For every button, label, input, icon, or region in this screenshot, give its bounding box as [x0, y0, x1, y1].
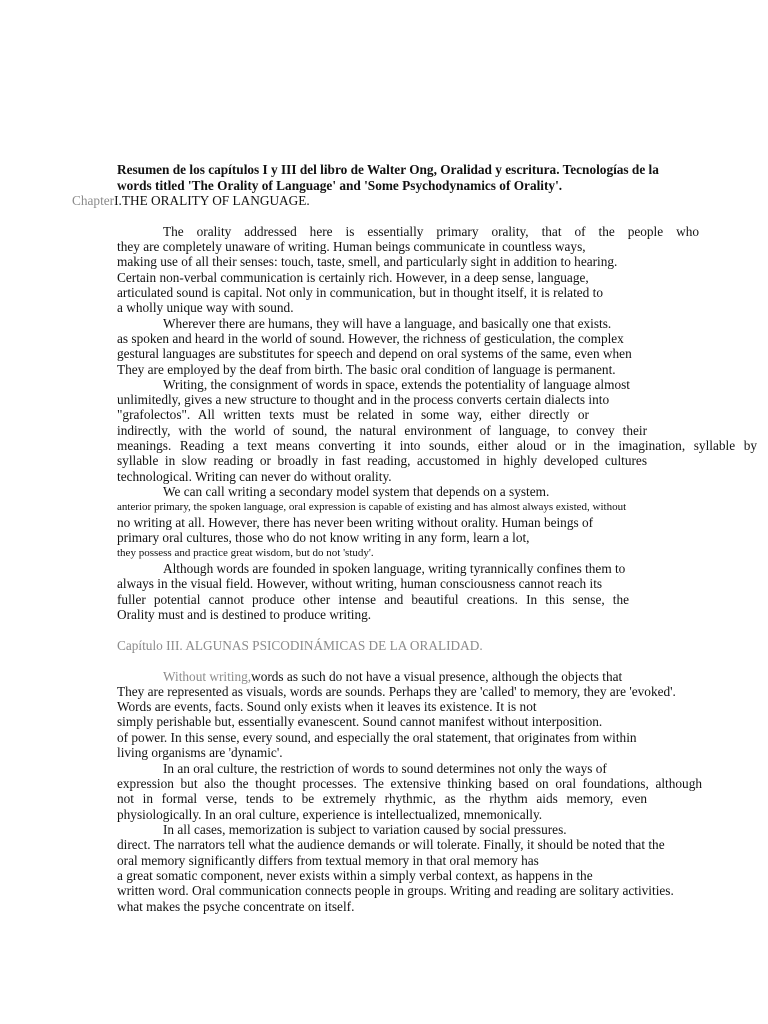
text-line: a great somatic component, never exists within a simply verbal context, as happens in the	[117, 868, 593, 883]
text-line: of power. In this sense, every sound, and especially the oral statement, that originates from within	[117, 730, 637, 745]
text-line: not in formal verse, tends to be extremely rhythmic, as the rhythm aids memory, even	[117, 791, 647, 806]
chapter-1-title: I.THE ORALITY OF LANGUAGE.	[114, 193, 310, 208]
text-line: They are employed by the deaf from birth. The basic oral condition of language is permanent.	[117, 362, 616, 377]
text-line: oral memory significantly differs from textual memory in that oral memory has	[117, 853, 539, 868]
text-line: what makes the psyche concentrate on itself.	[117, 899, 355, 914]
title-line-1: Resumen de los capítulos I y III del libro de Walter Ong, Oralidad y escritura. Tecnologías de la	[117, 162, 659, 177]
text-line: The orality addressed here is essentially primary orality, that of the people who	[163, 224, 699, 239]
text-line: "grafolectos". All written texts must be related in some way, either directly or	[117, 407, 589, 422]
chapter-prefix: Chapter	[72, 193, 115, 208]
chapter-3-lead: Without writing,	[163, 669, 252, 684]
text-line: Words are events, facts. Sound only exists when it leaves its existence. It is not	[117, 699, 537, 714]
text-line: unlimitedly, gives a new structure to thought and in the process converts certain dialects into	[117, 392, 610, 407]
title-line-2: words titled 'The Orality of Language' and 'Some Psychodynamics of Orality'.	[117, 178, 563, 193]
text-line: primary oral cultures, those who do not know writing in any form, learn a lot,	[117, 530, 530, 545]
text-line: indirectly, with the world of sound, the natural environment of language, to convey their	[117, 423, 647, 438]
text-line: technological. Writing can never do without orality.	[117, 469, 392, 484]
text-line: syllable in slow reading or broadly in fast reading, accustomed in highly developed cultures	[117, 453, 647, 468]
text-line: living organisms are 'dynamic'.	[117, 745, 283, 760]
text-line: We can call writing a secondary model system that depends on a system.	[163, 484, 550, 499]
chapter-3-lead-rest: words as such do not have a visual presence, although the objects that	[251, 669, 623, 684]
chapter-1-heading	[72, 193, 654, 208]
text-line: meanings. Reading a text means converting it into sounds, either aloud or in the imagination, syllable by	[117, 438, 757, 453]
text-line: simply perishable but, essentially evanescent. Sound cannot manifest without interposition.	[117, 714, 603, 729]
text-line: as spoken and heard in the world of sound. However, the richness of gesticulation, the complex	[117, 331, 624, 346]
text-line: physiologically. In an oral culture, experience is intellectualized, mnemonically.	[117, 807, 543, 822]
text-line: gestural languages are substitutes for speech and depend on oral systems of the same, even when	[117, 346, 632, 361]
text-line: They are represented as visuals, words are sounds. Perhaps they are 'called' to memory, they are 'evoked'.	[117, 684, 676, 699]
text-line: direct. The narrators tell what the audience demands or will tolerate. Finally, it should be noted that the	[117, 837, 665, 852]
text-line: Certain non-verbal communication is certainly rich. However, in a deep sense, language,	[117, 270, 589, 285]
text-line: always in the visual field. However, without writing, human consciousness cannot reach its	[117, 576, 603, 591]
text-line: Although words are founded in spoken language, writing tyrannically confines them to	[163, 561, 626, 576]
text-line: anterior primary, the spoken language, oral expression is capable of existing and has almost always existed, without	[117, 501, 627, 513]
text-line: Orality must and is destined to produce writing.	[117, 607, 372, 622]
text-line: written word. Oral communication connects people in groups. Writing and reading are solitary activities.	[117, 883, 674, 898]
text-line: In all cases, memorization is subject to variation caused by social pressures.	[163, 822, 567, 837]
text-line: making use of all their senses: touch, taste, smell, and particularly sight in addition to hearing.	[117, 254, 618, 269]
text-line: no writing at all. However, there has never been writing without orality. Human beings of	[117, 515, 594, 530]
text-line: they possess and practice great wisdom, but do not 'study'.	[117, 547, 374, 559]
text-line: a wholly unique way with sound.	[117, 300, 294, 315]
text-line: they are completely unaware of writing. Human beings communicate in countless ways,	[117, 239, 586, 254]
text-line: Writing, the consignment of words in space, extends the potentiality of language almost	[163, 377, 630, 392]
text-line: fuller potential cannot produce other intense and beautiful creations. In this sense, the	[117, 592, 629, 607]
text-line: In an oral culture, the restriction of words to sound determines not only the ways of	[163, 761, 607, 776]
text-line: Wherever there are humans, they will have a language, and basically one that exists.	[163, 316, 612, 331]
text-line: expression but also the thought processes. The extensive thinking based on oral foundations, although	[117, 776, 702, 791]
text-line	[117, 669, 699, 684]
chapter-3-heading: Capítulo III. ALGUNAS PSICODINÁMICAS DE LA ORALIDAD.	[117, 638, 483, 653]
text-line: articulated sound is capital. Not only in communication, but in thought itself, it is related to	[117, 285, 603, 300]
